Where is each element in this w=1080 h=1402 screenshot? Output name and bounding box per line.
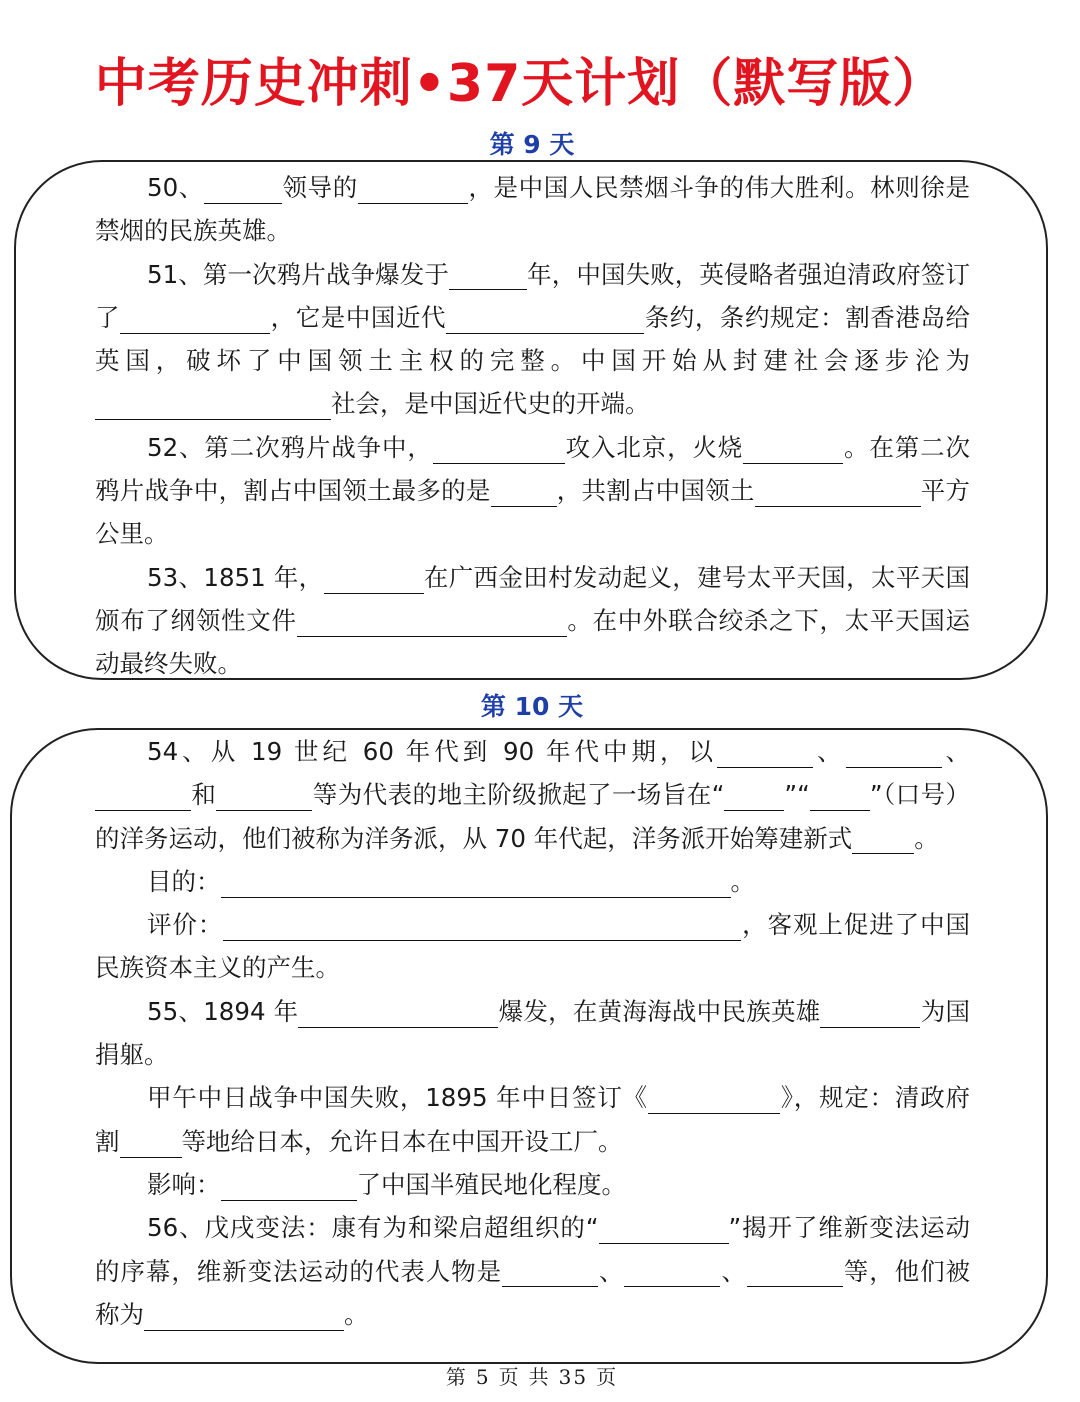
q53-text-2: 在广西金田村发动起义，建号太平天国，太平天国颁布了纲领性文件 xyxy=(95,562,971,635)
q51-blank-3 xyxy=(446,307,644,334)
q50-text-1: 领导的 xyxy=(281,173,358,202)
q53-text-1: 1851 年， xyxy=(203,562,324,592)
q55-text-1: 1894 年 xyxy=(203,996,299,1026)
q55-blank-2 xyxy=(820,1001,920,1028)
q55-impact-label: 影响： xyxy=(147,1169,221,1199)
q55-blank-4 xyxy=(120,1131,182,1158)
q56-text-3: 等，他们被称为 xyxy=(95,1256,971,1329)
footer-ye-1: 页 xyxy=(498,1365,521,1389)
q54-eval-blank xyxy=(223,914,741,941)
q56-blank-3 xyxy=(624,1261,720,1288)
q54-blank-6 xyxy=(810,784,870,811)
page-footer xyxy=(0,1362,1064,1392)
q51-text-4: 条约，条约规定：割香港岛给英国，破坏了中国领土主权的完整。中国开始从封建社会逐步沦为 xyxy=(95,302,971,376)
q51-text-5: 社会，是中国近代史的开端。 xyxy=(331,389,650,419)
question-53 xyxy=(95,556,970,686)
question-50 xyxy=(95,166,970,253)
q54-evaluation xyxy=(95,903,970,990)
q54-text-3: 的洋务运动，他们被称为洋务派，从 70 年代起，洋务派开始筹建新式 xyxy=(95,823,853,853)
q54-eval-label: 评价： xyxy=(147,910,224,940)
q51-blank-2 xyxy=(120,307,270,334)
q54-purpose-end: 。 xyxy=(730,866,755,896)
q50-text-2: ，是中国人民禁烟斗争的伟大胜利。林则徐是禁烟的民族英雄。 xyxy=(95,173,971,246)
q53-text-3: 。在中外联合绞杀之下，太平天国运动最终失败。 xyxy=(95,605,971,679)
q55-number: 55、 xyxy=(147,996,204,1026)
q52-number: 52、 xyxy=(147,432,205,462)
q55-paragraph-2 xyxy=(95,1076,970,1163)
q54-blank-7 xyxy=(852,828,914,855)
q54-purpose xyxy=(95,860,970,903)
q54-blank-1 xyxy=(717,741,813,768)
q55-blank-3 xyxy=(648,1087,780,1114)
q53-blank-1 xyxy=(324,567,424,594)
q55-p2-text-1: 甲午中日战争中国失败，1895 年中日签订《 xyxy=(147,1083,648,1113)
question-54 xyxy=(95,730,970,860)
q56-blank-1 xyxy=(599,1217,729,1244)
q50-number: 50、 xyxy=(147,173,204,202)
q56-text-1: 戊戌变法：康有为和梁启超组织的 xyxy=(204,1213,586,1243)
q52-text-3: 。在第二次鸦片战争中，割占中国领土最多的是 xyxy=(95,432,971,506)
q54-number: 54、 xyxy=(147,737,211,766)
q52-blank-4 xyxy=(755,480,921,507)
q54-text-1: 从 19 世纪 60 年代到 90 年代中期，以 xyxy=(210,737,717,766)
q51-blank-1 xyxy=(449,264,527,291)
q56-blank-2 xyxy=(502,1261,598,1288)
q54-slogan-note: （口号） xyxy=(882,780,971,810)
q56-quote-open: “ xyxy=(585,1213,599,1243)
q54-quote-close-2: ” xyxy=(869,780,883,810)
q52-blank-2 xyxy=(743,437,843,464)
q54-blank-3 xyxy=(95,784,191,811)
q51-number: 51、 xyxy=(147,259,203,289)
q54-sep-1: 、 xyxy=(812,737,846,766)
q54-quote-open-1: “ xyxy=(711,780,725,810)
footer-total-pages: 35 xyxy=(558,1365,589,1389)
q52-text-2: 攻入北京，火烧 xyxy=(564,432,744,462)
page-title: 中考历史冲刺•37天计划（默写版） xyxy=(94,54,946,114)
q55-text-2: 爆发，在黄海海战中民族英雄 xyxy=(498,996,821,1026)
day-9-content xyxy=(95,166,970,686)
q52-blank-3 xyxy=(491,480,557,507)
question-52 xyxy=(95,426,970,556)
q55-blank-1 xyxy=(298,1001,498,1028)
q56-sep-1: 、 xyxy=(598,1256,625,1286)
q50-blank-1 xyxy=(204,177,282,204)
q51-text-1: 第一次鸦片战争爆发于 xyxy=(202,259,450,289)
day-10-heading: 第 10 天 xyxy=(480,692,584,721)
q54-quote-close-1: ” xyxy=(784,780,798,810)
q52-text-1: 第二次鸦片战争中， xyxy=(204,432,433,462)
q53-number: 53、 xyxy=(147,562,204,592)
q56-quote-close: ” xyxy=(728,1213,742,1243)
q54-eval-text: ，客观上促进了中国民族资本主义的产生。 xyxy=(95,910,970,983)
q54-blank-2 xyxy=(846,741,942,768)
day-9-heading: 第 9 天 xyxy=(489,130,575,159)
footer-page-number: 5 xyxy=(475,1365,491,1389)
q52-text-4: ，共割占中国领土 xyxy=(556,476,755,506)
q52-blank-1 xyxy=(433,437,565,464)
question-51 xyxy=(95,253,970,426)
footer-ye-2: 页 xyxy=(596,1365,619,1389)
question-56 xyxy=(95,1206,970,1336)
q53-blank-2 xyxy=(297,610,567,637)
q54-sep-2: 、 xyxy=(941,737,971,766)
q56-blank-4 xyxy=(747,1261,843,1288)
q56-text-2: 揭开了维新变法运动的序幕，维新变法运动的代表人物是 xyxy=(95,1213,970,1286)
q51-text-2: 年，中国失败，英侵略者强迫清政府签订了 xyxy=(95,259,971,332)
q55-impact xyxy=(95,1163,970,1206)
day-10-content xyxy=(95,730,970,1336)
q54-and: 和 xyxy=(191,780,217,810)
q54-blank-5 xyxy=(724,784,784,811)
q54-text-2: 等为代表的地主阶级掀起了一场旨在 xyxy=(312,780,712,810)
q51-blank-4 xyxy=(95,394,331,421)
q54-blank-4 xyxy=(216,784,312,811)
q54-purpose-label: 目的： xyxy=(147,866,221,896)
footer-di: 第 xyxy=(445,1365,468,1389)
q56-blank-5 xyxy=(144,1304,344,1331)
q54-quote-open-2: “ xyxy=(797,780,810,810)
q55-p2-text-3: 等地给日本，允许日本在中国开设工厂。 xyxy=(181,1126,623,1156)
q55-impact-blank xyxy=(221,1174,357,1201)
q55-text-3: 为国捐躯。 xyxy=(95,996,971,1070)
q50-blank-2 xyxy=(358,177,468,204)
question-55 xyxy=(95,990,970,1077)
q56-number: 56、 xyxy=(147,1213,205,1243)
footer-gong: 共 xyxy=(528,1365,551,1389)
q51-text-3: ，它是中国近代 xyxy=(270,302,447,332)
q54-end: 。 xyxy=(914,823,939,853)
q54-purpose-blank xyxy=(221,871,731,898)
q52-text-5: 平方公里。 xyxy=(95,476,971,549)
q55-impact-text: 了中国半殖民地化程度。 xyxy=(356,1169,626,1199)
q56-sep-2: 、 xyxy=(720,1256,747,1286)
q55-p2-text-2: 》，规定：清政府割 xyxy=(95,1083,970,1156)
q56-end: 。 xyxy=(344,1299,369,1329)
